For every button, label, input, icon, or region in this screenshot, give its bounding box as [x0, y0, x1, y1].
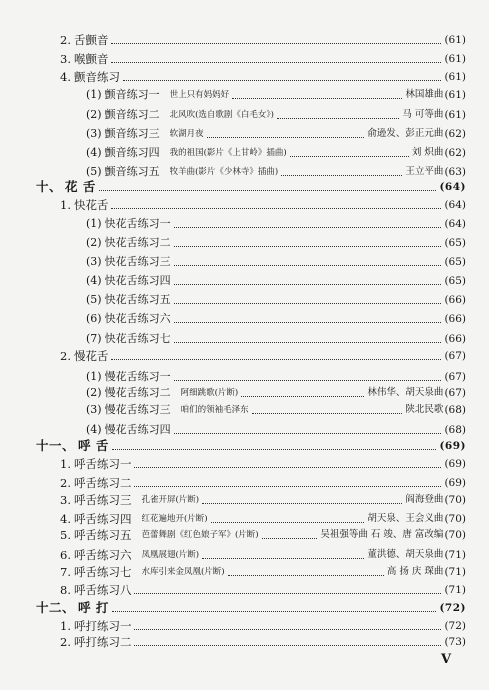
toc-entry-number: (1): [86, 88, 102, 101]
toc-entry-page: (62): [444, 147, 466, 159]
toc-entry-page: (65): [444, 275, 466, 287]
toc-entry-page: (70): [444, 494, 466, 506]
toc-entry-title: 呼打练习二: [73, 635, 132, 649]
dot-leader: [241, 396, 364, 397]
toc-entry-page: (67): [444, 371, 466, 383]
toc-entry-title: 花 舌: [65, 179, 96, 194]
toc-entry: [86, 216, 466, 232]
toc-entry: [86, 164, 466, 180]
dot-leader: [174, 303, 442, 304]
dot-leader: [134, 593, 441, 594]
dot-leader: [228, 575, 384, 576]
toc-entry-title: 呼打练习一: [73, 619, 132, 633]
toc-entry-number: 十二、: [36, 600, 76, 615]
toc-entry-page: (70): [444, 513, 466, 525]
toc-entry-page: (69): [439, 440, 466, 452]
toc-entry: [60, 456, 466, 472]
toc-entry-page: (61): [444, 53, 466, 65]
dot-leader: [111, 208, 441, 209]
toc-entry-page: (71): [444, 549, 466, 561]
dot-leader: [134, 629, 441, 630]
toc-entry-page: (61): [444, 34, 466, 46]
toc-entry: [60, 634, 466, 650]
toc-entry-page: (67): [444, 350, 466, 362]
dot-leader: [290, 156, 409, 157]
toc-entry-title: 慢花舌练习二: [104, 386, 171, 399]
toc-entry-title: 喉颤音: [73, 52, 109, 66]
toc-entry: [86, 107, 466, 123]
toc-entry-number: (1): [86, 217, 102, 230]
page-number: V: [441, 652, 452, 667]
toc-entry-number: (4): [86, 146, 102, 159]
toc-entry-page: (64): [444, 218, 466, 230]
dot-leader: [211, 522, 365, 523]
toc-entry: [86, 331, 466, 347]
toc-entry-number: (7): [86, 332, 102, 345]
dot-leader: [281, 175, 402, 176]
toc-entry-song: 软湖月夜: [169, 129, 204, 139]
toc-entry-composer: 林伟华、胡天泉曲: [367, 387, 444, 398]
toc-entry-title: 快花舌: [73, 198, 109, 212]
dot-leader: [174, 433, 442, 434]
toc-entry-title: 呼舌练习八: [73, 583, 132, 597]
dot-leader: [111, 62, 441, 63]
dot-leader: [174, 227, 442, 228]
toc-entry-title: 舌颤音: [73, 33, 109, 47]
toc-entry-title: 快花舌练习六: [104, 312, 171, 325]
toc-entry-title: 快花舌练习四: [104, 274, 171, 287]
dot-leader: [207, 137, 365, 138]
toc-entry-song: 凤凰展翅(片断): [141, 550, 200, 560]
toc-entry-number: 7.: [60, 565, 71, 579]
toc-entry-page: (72): [444, 620, 466, 632]
toc-entry-page: (68): [444, 424, 466, 436]
toc-entry: [86, 402, 466, 418]
dot-leader: [134, 645, 441, 646]
toc-entry: [36, 600, 466, 616]
toc-entry-page: (61): [444, 71, 466, 83]
toc-entry: [86, 145, 466, 161]
toc-entry: [60, 348, 466, 364]
toc-entry-page: (69): [444, 477, 466, 489]
toc-entry-number: (3): [86, 127, 102, 140]
toc-entry-page: (71): [444, 584, 466, 596]
toc-entry-page: (67): [444, 387, 466, 399]
toc-entry: [60, 618, 466, 634]
toc-entry-page: (66): [444, 333, 466, 345]
toc-entry-number: (4): [86, 274, 102, 287]
toc-entry-number: 4.: [60, 512, 71, 526]
toc-entry-number: 1.: [60, 198, 71, 212]
dot-leader: [202, 503, 402, 504]
toc-entry: [86, 292, 466, 308]
toc-entry: [60, 51, 466, 67]
dot-leader: [174, 246, 442, 247]
toc-entry-title: 呼舌练习二: [73, 476, 132, 490]
toc-entry-number: (5): [86, 165, 102, 178]
toc-entry: [36, 179, 466, 195]
toc-entry: [60, 492, 466, 508]
toc-entry-page: (68): [444, 404, 466, 416]
toc-entry: [60, 547, 466, 563]
toc-entry: [60, 582, 466, 598]
toc-entry-song: 阿细跳歌(片断): [180, 388, 239, 398]
toc-entry-composer: 吴祖强等曲 石 竣、唐 富改编: [320, 529, 444, 540]
toc-entry-page: (65): [444, 256, 466, 268]
toc-entry-composer: 胡天泉、王会义曲: [367, 513, 444, 524]
dot-leader: [112, 611, 437, 612]
toc-entry-page: (71): [444, 566, 466, 578]
toc-entry-number: (3): [86, 403, 102, 416]
toc-entry: [60, 32, 466, 48]
toc-entry-title: 快花舌练习五: [104, 293, 171, 306]
toc-entry-number: (2): [86, 236, 102, 249]
toc-entry-composer: 高 扬 庆 琛曲: [386, 566, 444, 577]
toc-entry-song: 世上只有妈妈好: [169, 90, 230, 100]
toc-entry-composer: 董洪德、胡天泉曲: [367, 549, 444, 560]
toc-entry-composer: 王立平曲: [405, 166, 444, 177]
dot-leader: [232, 98, 402, 99]
toc-entry-title: 呼舌练习一: [73, 457, 132, 471]
toc-entry-number: 1.: [60, 619, 71, 633]
toc-entry-title: 快花舌练习七: [104, 332, 171, 345]
toc-entry-title: 颤音练习一: [104, 88, 160, 101]
toc-entry-song: 咱们的领袖毛泽东: [180, 405, 249, 415]
dot-leader: [174, 380, 442, 381]
toc-entry-page: (61): [444, 89, 466, 101]
toc-entry-song: 牧羊曲(影片《少林寺》插曲): [169, 167, 279, 177]
toc-entry-number: 十、: [36, 179, 63, 194]
toc-entry-song: 我的祖国(影片《上甘岭》插曲): [169, 148, 287, 158]
toc-entry-number: (3): [86, 255, 102, 268]
dot-leader: [134, 486, 441, 487]
dot-leader: [99, 190, 437, 191]
dot-leader: [174, 265, 442, 266]
toc-entry-song: 孔雀开屏(片断): [141, 495, 200, 505]
dot-leader: [262, 538, 318, 539]
toc-entry: [60, 527, 466, 543]
toc-entry-page: (66): [444, 313, 466, 325]
toc-entry-title: 颤音练习二: [104, 108, 160, 121]
toc-entry-number: 3.: [60, 52, 71, 66]
toc-entry-page: (62): [444, 128, 466, 140]
toc-entry-number: 3.: [60, 493, 71, 507]
toc-entry-number: (2): [86, 386, 102, 399]
toc-entry: [60, 511, 466, 527]
toc-entry-title: 呼舌练习七: [73, 565, 132, 579]
dot-leader: [252, 413, 403, 414]
toc-entry: [36, 438, 466, 454]
toc-entry-title: 慢花舌练习三: [104, 403, 171, 416]
toc-entry-page: (73): [444, 636, 466, 648]
toc-entry: [86, 311, 466, 327]
dot-leader: [174, 322, 442, 323]
toc-entry-title: 慢花舌: [73, 349, 109, 363]
toc-entry-number: (5): [86, 293, 102, 306]
toc-entry-number: (4): [86, 423, 102, 436]
toc-entry: [86, 369, 466, 385]
toc-entry-title: 颤音练习三: [104, 127, 160, 140]
toc-entry-song: 水库引来金凤凰(片断): [141, 567, 225, 577]
toc-entry-number: 2.: [60, 349, 71, 363]
toc-entry-page: (72): [439, 602, 466, 614]
toc-entry-number: 1.: [60, 457, 71, 471]
toc-entry-composer: 陕北民歌: [405, 404, 444, 415]
toc-entry-number: 十一、: [36, 438, 76, 453]
toc-entry-title: 快花舌练习一: [104, 217, 171, 230]
toc-entry-title: 颤音练习: [73, 70, 120, 84]
toc-entry-title: 快花舌练习三: [104, 255, 171, 268]
toc-entry-title: 呼舌练习三: [73, 493, 132, 507]
toc-entry-title: 呼 舌: [78, 438, 109, 453]
dot-leader: [111, 43, 441, 44]
toc-entry: [86, 87, 466, 103]
toc-entry: [60, 197, 466, 213]
toc-entry-title: 呼舌练习六: [73, 548, 132, 562]
toc-entry-song: 芭蕾舞剧《红色娘子军》(片断): [141, 530, 259, 540]
toc-entry-page: (63): [444, 166, 466, 178]
toc-entry-page: (65): [444, 237, 466, 249]
toc-entry-page: (61): [444, 109, 466, 121]
toc-entry-number: (1): [86, 370, 102, 383]
toc-entry-number: (2): [86, 108, 102, 121]
toc-entry: [86, 235, 466, 251]
toc-entry-composer: 刘 炽曲: [411, 147, 444, 158]
toc-entry: [86, 254, 466, 270]
toc-entry-composer: 林国雄曲: [405, 89, 444, 100]
toc-entry: [86, 422, 466, 438]
toc-entry-composer: 马 可等曲: [402, 109, 444, 120]
toc-entry-number: 2.: [60, 33, 71, 47]
toc-entry: [86, 385, 466, 401]
toc-entry-composer: 俞逊发、彭正元曲: [367, 128, 444, 139]
toc-entry-number: 2.: [60, 635, 71, 649]
toc-entry-number: 2.: [60, 476, 71, 490]
dot-leader: [174, 342, 442, 343]
toc-entry-page: (66): [444, 294, 466, 306]
toc-entry-page: (69): [444, 458, 466, 470]
toc-entry-title: 呼 打: [78, 600, 109, 615]
dot-leader: [123, 80, 441, 81]
toc-entry-page: (64): [439, 181, 466, 193]
toc-entry-title: 呼舌练习四: [73, 512, 132, 526]
toc-entry-number: 5.: [60, 528, 71, 542]
toc-entry: [86, 126, 466, 142]
toc-entry-title: 呼舌练习五: [73, 528, 132, 542]
toc-entry-song: 北风吹(选自歌剧《白毛女》): [169, 110, 274, 120]
toc-entry-composer: 阎海登曲: [405, 494, 444, 505]
toc-entry-number: 8.: [60, 583, 71, 597]
dot-leader: [174, 284, 442, 285]
toc-entry-title: 慢花舌练习一: [104, 370, 171, 383]
toc-entry-title: 颤音练习五: [104, 165, 160, 178]
toc-entry: [60, 564, 466, 580]
toc-entry: [86, 273, 466, 289]
dot-leader: [202, 558, 364, 559]
toc-entry-number: 4.: [60, 70, 71, 84]
toc-entry-number: (6): [86, 312, 102, 325]
toc-entry-song: 红花遍地开(片断): [141, 514, 208, 524]
dot-leader: [134, 467, 441, 468]
toc-entry: [60, 69, 466, 85]
dot-leader: [112, 449, 437, 450]
toc-entry-title: 慢花舌练习四: [104, 423, 171, 436]
dot-leader: [111, 359, 441, 360]
toc-entry-page: (70): [444, 529, 466, 541]
toc-entry-title: 颤音练习四: [104, 146, 160, 159]
toc-entry-number: 6.: [60, 548, 71, 562]
dot-leader: [277, 118, 399, 119]
toc-entry-title: 快花舌练习二: [104, 236, 171, 249]
toc-entry-page: (64): [444, 199, 466, 211]
toc-entry: [60, 475, 466, 491]
